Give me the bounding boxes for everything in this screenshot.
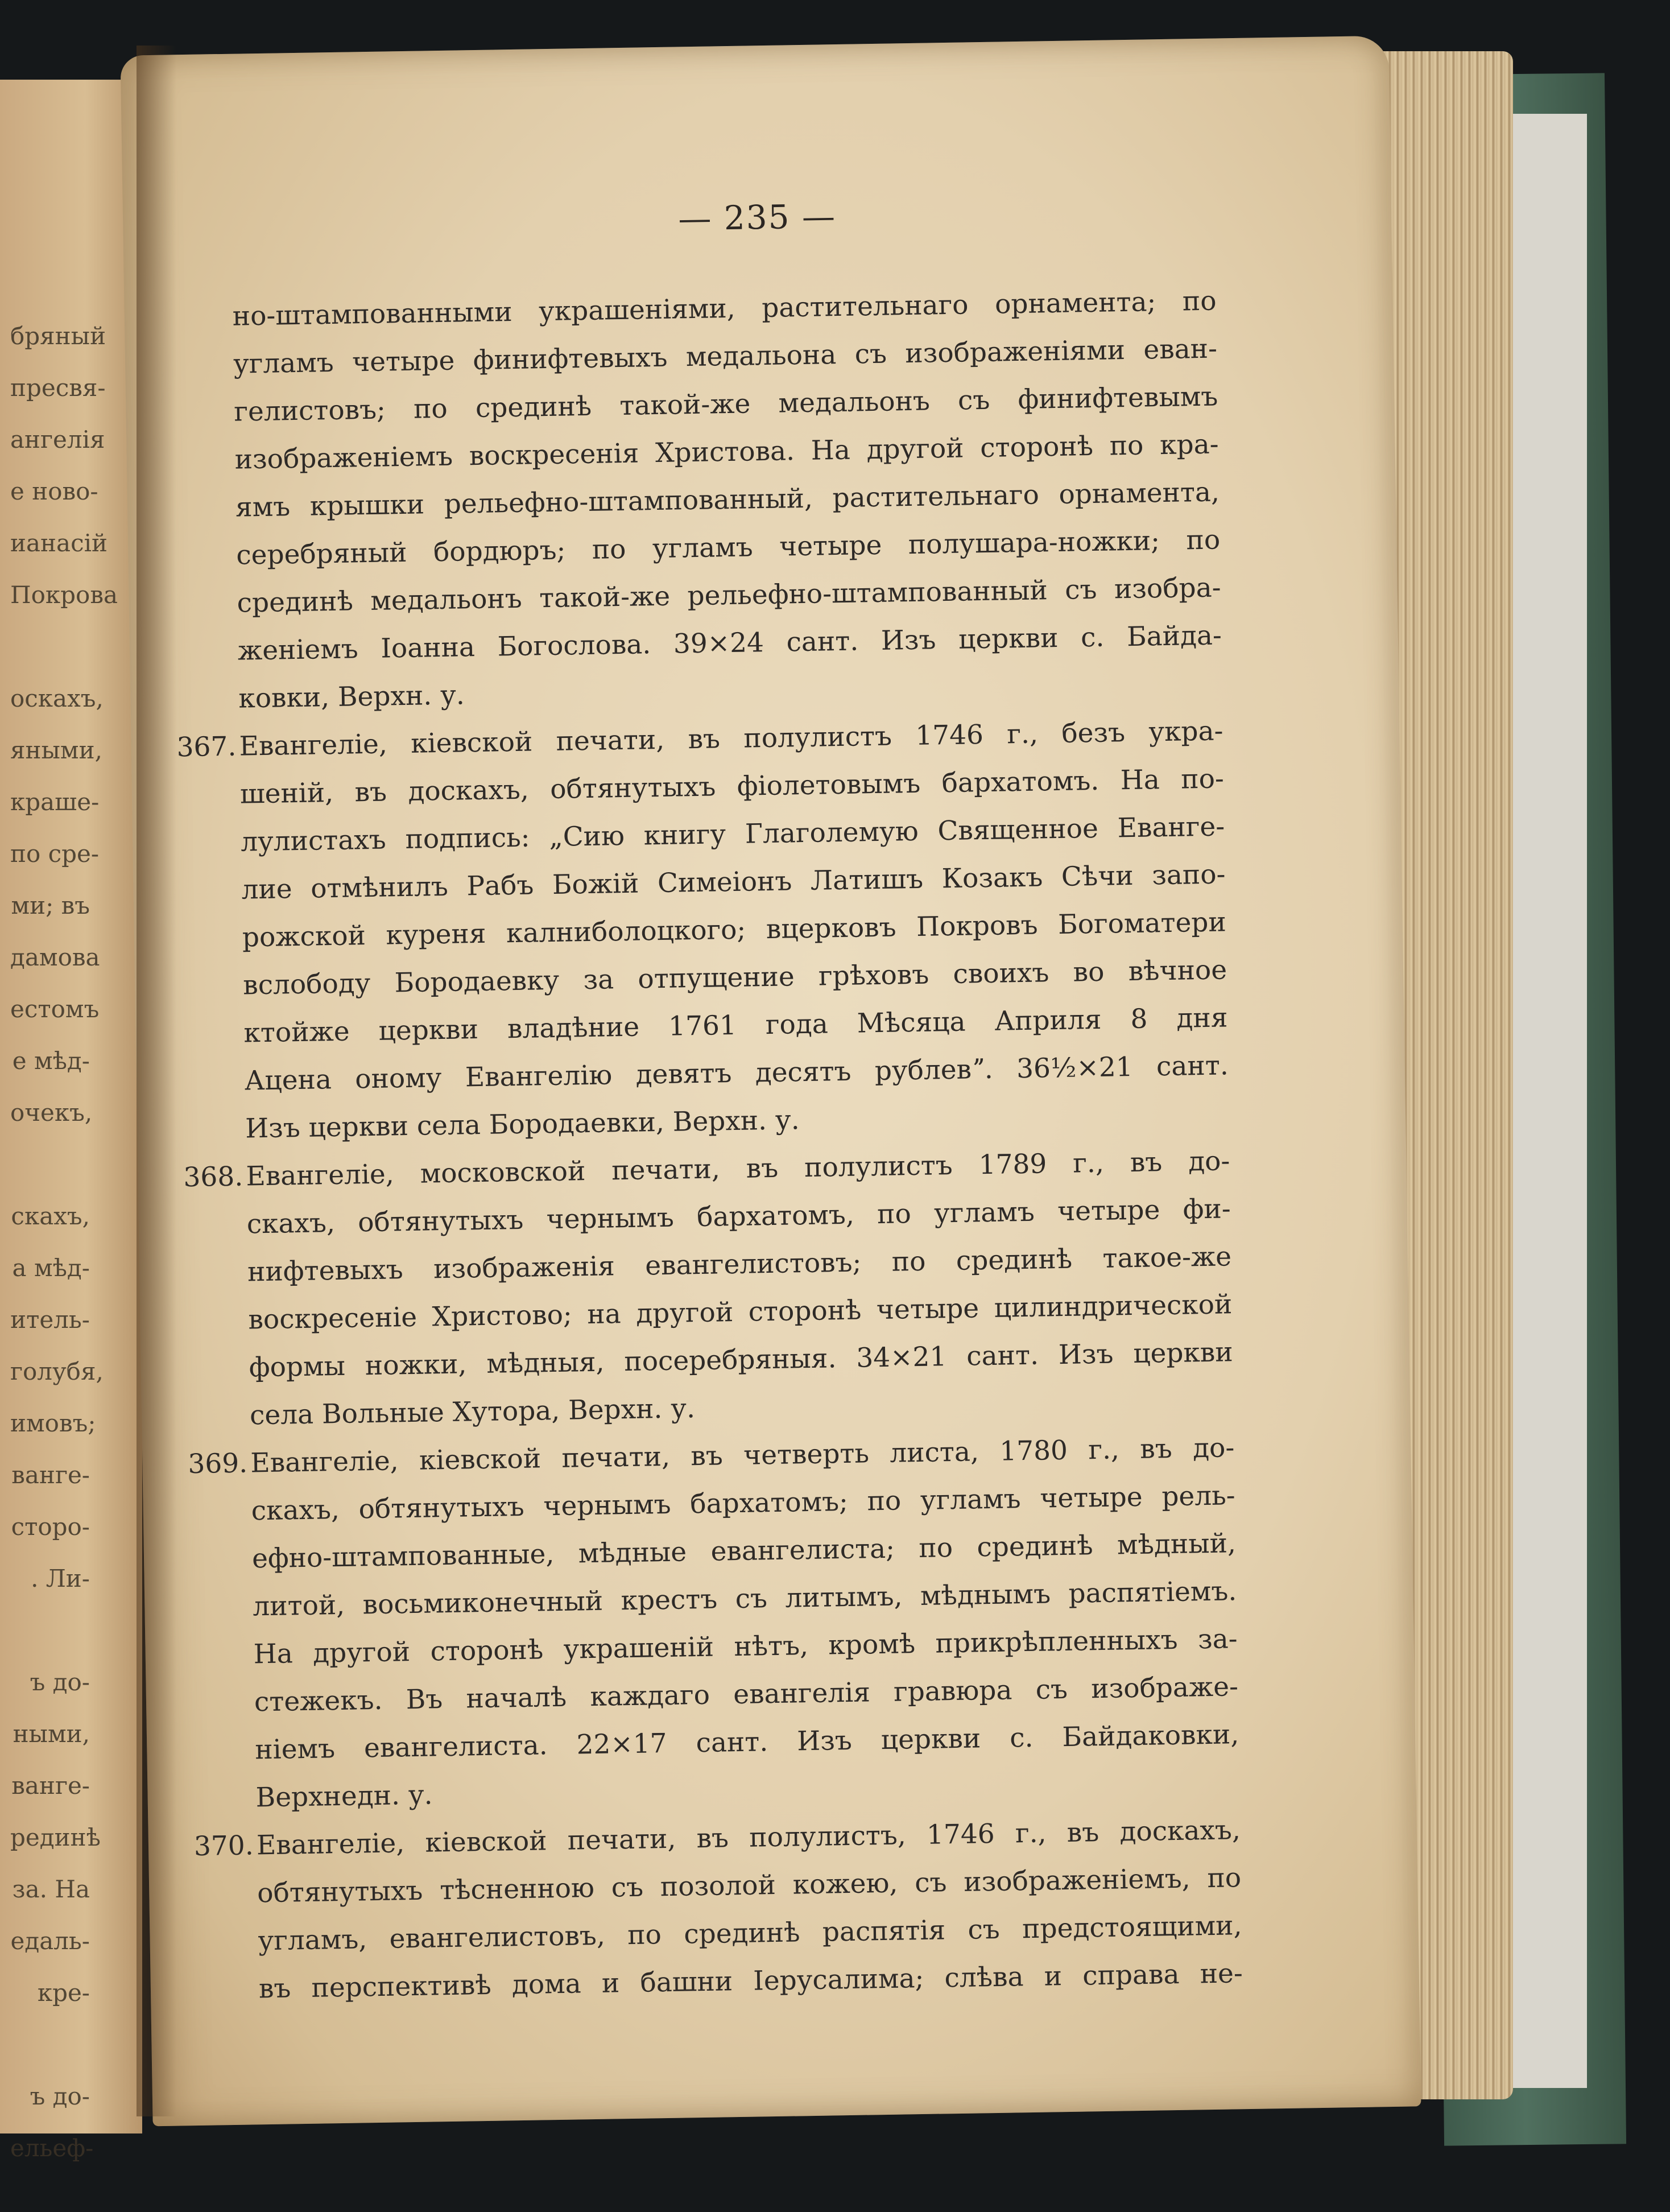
text-line: ямъ крышки рельефно-штампованный, растительнаго орнамента,: [235, 476, 1220, 523]
left-page-fragment: голубя,: [10, 1357, 104, 1385]
left-page-fragment: кре-: [37, 1979, 90, 2007]
text-line: формы ножки, мѣдныя, посеребряныя. 34×21 сант. Изъ церкви: [249, 1336, 1234, 1384]
text-line: Евангеліе, кіевской печати, въ четверть листа, 1780 г., въ до-: [250, 1432, 1235, 1479]
left-page-fragment: краше-: [10, 788, 100, 816]
left-page-fragment: ванге-: [11, 1772, 90, 1800]
text-line: литой, восьмиконечный крестъ съ литымъ, мѣднымъ распятіемъ.: [252, 1575, 1237, 1623]
left-page-fragment: очекъ,: [10, 1099, 93, 1126]
cover-endpaper: [1502, 114, 1587, 2088]
text-line: Ацена оному Евангелію девятъ десятъ рублевˮ. 36½×21 сант.: [244, 1050, 1229, 1097]
left-page-gap: [10, 635, 90, 687]
left-page-fragment: скахъ,: [11, 1202, 90, 1230]
entry-number: 368.: [183, 1161, 243, 1194]
left-page-gap: [10, 2033, 90, 2085]
text-line: стежекъ. Въ началѣ каждаго евангелія гравюра съ изображе-: [254, 1671, 1239, 1718]
left-page-text-fragments: [10, 322, 118, 2188]
text-line: Евангеліе, московской печати, въ полулистъ 1789 г., въ до-: [246, 1145, 1230, 1192]
left-page-fragment: ианасій: [10, 529, 108, 557]
left-page-fragment: . Ли-: [31, 1565, 90, 1592]
left-page-fragment: ъ до-: [30, 1668, 90, 1696]
text-line: но-штампованными украшеніями, растительнаго орнамента; по: [232, 285, 1217, 332]
left-page-fragment: Покрова: [10, 581, 118, 609]
left-facing-page: [0, 80, 142, 2162]
left-page-fragment: е ново-: [10, 477, 98, 505]
text-line: скахъ, обтянутыхъ чернымъ бархатомъ; по угламъ четыре рель-: [251, 1480, 1235, 1527]
left-page-fragment: имовъ;: [10, 1409, 96, 1437]
entry-number: 367.: [176, 731, 237, 764]
page-number: — 235 —: [677, 197, 837, 238]
text-line: женіемъ Іоанна Богослова. 39×24 сант. Изъ церкви с. Байда-: [237, 620, 1222, 667]
left-page-fragment: ми; въ: [11, 892, 90, 919]
left-page-fragment: ными,: [13, 1720, 90, 1748]
left-page-gap: [10, 1153, 90, 1204]
catalog-entry: [193, 1806, 1243, 2013]
text-line: ніемъ евангелиста. 22×17 сант. Изъ церкви с. Байдаковки,: [254, 1719, 1239, 1766]
text-line: вслободу Бородаевку за отпущение грѣховъ своихъ во вѣчное: [242, 954, 1227, 1001]
left-page-fragment: оскахъ,: [10, 684, 104, 712]
left-page-fragment: пресвя-: [10, 374, 106, 402]
left-page-fragment: ангелія: [10, 426, 105, 453]
text-line: Евангеліе, кіевской печати, въ полулистъ 1746 г., безъ укра-: [239, 715, 1223, 762]
left-page-fragment: е мѣд-: [12, 1047, 90, 1075]
left-page-fragment: по сре-: [10, 840, 100, 868]
text-line: изображеніемъ воскресенія Христова. На другой сторонѣ по кра-: [234, 428, 1219, 476]
text-line: въ перспективѣ дома и башни Іерусалима; слѣва и справа не-: [258, 1958, 1243, 2005]
catalog-entry: [176, 707, 1230, 1153]
page-text: [176, 278, 1243, 2013]
text-line: села Вольные Хутора, Верхн. у.: [249, 1393, 696, 1431]
text-line: угламъ, евангелистовъ, по срединѣ распятія съ предстоящими,: [258, 1910, 1242, 1957]
text-line: Верхнедн. у.: [255, 1779, 433, 1814]
left-page-fragment: ельеф-: [10, 2134, 94, 2162]
text-line: лие отмѣнилъ Рабъ Божій Симеіонъ Латишъ Козакъ Сѣчи запо-: [241, 859, 1226, 906]
book-gutter-shadow: [137, 46, 176, 2116]
text-line: Изъ церкви села Бородаевки, Верхн. у.: [245, 1104, 800, 1145]
left-page-fragment: дамова: [10, 943, 100, 971]
text-line: нифтевыхъ изображенія евангелистовъ; по срединѣ такое-же: [247, 1241, 1232, 1288]
text-line: обтянутыхъ тѣсненною съ позолой кожею, съ изображеніемъ, по: [257, 1862, 1242, 1909]
left-page-fragment: едаль-: [10, 1927, 90, 1955]
text-line: ктойже церкви владѣние 1761 года Мѣсяца Априля 8 дня: [243, 1002, 1228, 1049]
text-line: угламъ четыре финифтевыхъ медальона съ изображеніями еван-: [233, 333, 1218, 380]
entry-number: 369.: [188, 1447, 248, 1480]
text-line: Евангеліе, кіевской печати, въ полулистъ, 1746 г., въ доскахъ,: [256, 1814, 1241, 1862]
left-page-fragment: а мѣд-: [12, 1254, 90, 1282]
text-line: скахъ, обтянутыхъ чернымъ бархатомъ, по угламъ четыре фи-: [246, 1193, 1231, 1240]
entry-number: 370.: [193, 1830, 254, 1863]
left-page-fragment: за. На: [12, 1875, 90, 1903]
left-page-gap: [10, 1619, 90, 1670]
left-page-fragment: ванге-: [11, 1461, 90, 1489]
left-page-fragment: естомъ: [10, 995, 100, 1023]
catalog-entry: [188, 1424, 1240, 1822]
text-line: шеній, въ доскахъ, обтянутыхъ фіолетовымъ бархатомъ. На по-: [239, 763, 1225, 810]
continued-entry-text: [232, 278, 1223, 723]
text-line: срединѣ медальонъ такой-же рельефно-штампованный съ изобра-: [237, 572, 1221, 619]
text-line: На другой сторонѣ украшеній нѣтъ, кромѣ прикрѣпленныхъ за-: [253, 1623, 1238, 1670]
left-page-fragment: итель-: [10, 1306, 90, 1334]
text-line: ефно-штампованные, мѣдные евангелиста; по срединѣ мѣдный,: [251, 1528, 1237, 1575]
text-line: лулистахъ подпись: „Сию книгу Глаголемую Священное Еванге-: [240, 811, 1225, 858]
text-line: серебряный бордюръ; по угламъ четыре полушара-ножки; по: [235, 524, 1221, 571]
book-page: [121, 36, 1421, 2127]
left-page-fragment: бряный: [10, 322, 106, 350]
text-line: воскресеніе Христово; на другой сторонѣ четыре цилиндрической: [248, 1289, 1233, 1336]
left-page-fragment: рединѣ: [10, 1823, 101, 1851]
left-page-fragment: сторо-: [11, 1513, 90, 1541]
left-page-fragment: яными,: [10, 736, 102, 764]
catalog-entry: [183, 1137, 1234, 1439]
text-line: ковки, Верхн. у.: [238, 679, 465, 715]
text-line: рожской куреня калниболоцкого; вцерковъ Покровъ Богоматери: [242, 906, 1227, 954]
text-line: гелистовъ; по срединѣ такой-же медальонъ съ финифтевымъ: [233, 381, 1218, 428]
left-page-fragment: ъ до-: [30, 2082, 90, 2110]
